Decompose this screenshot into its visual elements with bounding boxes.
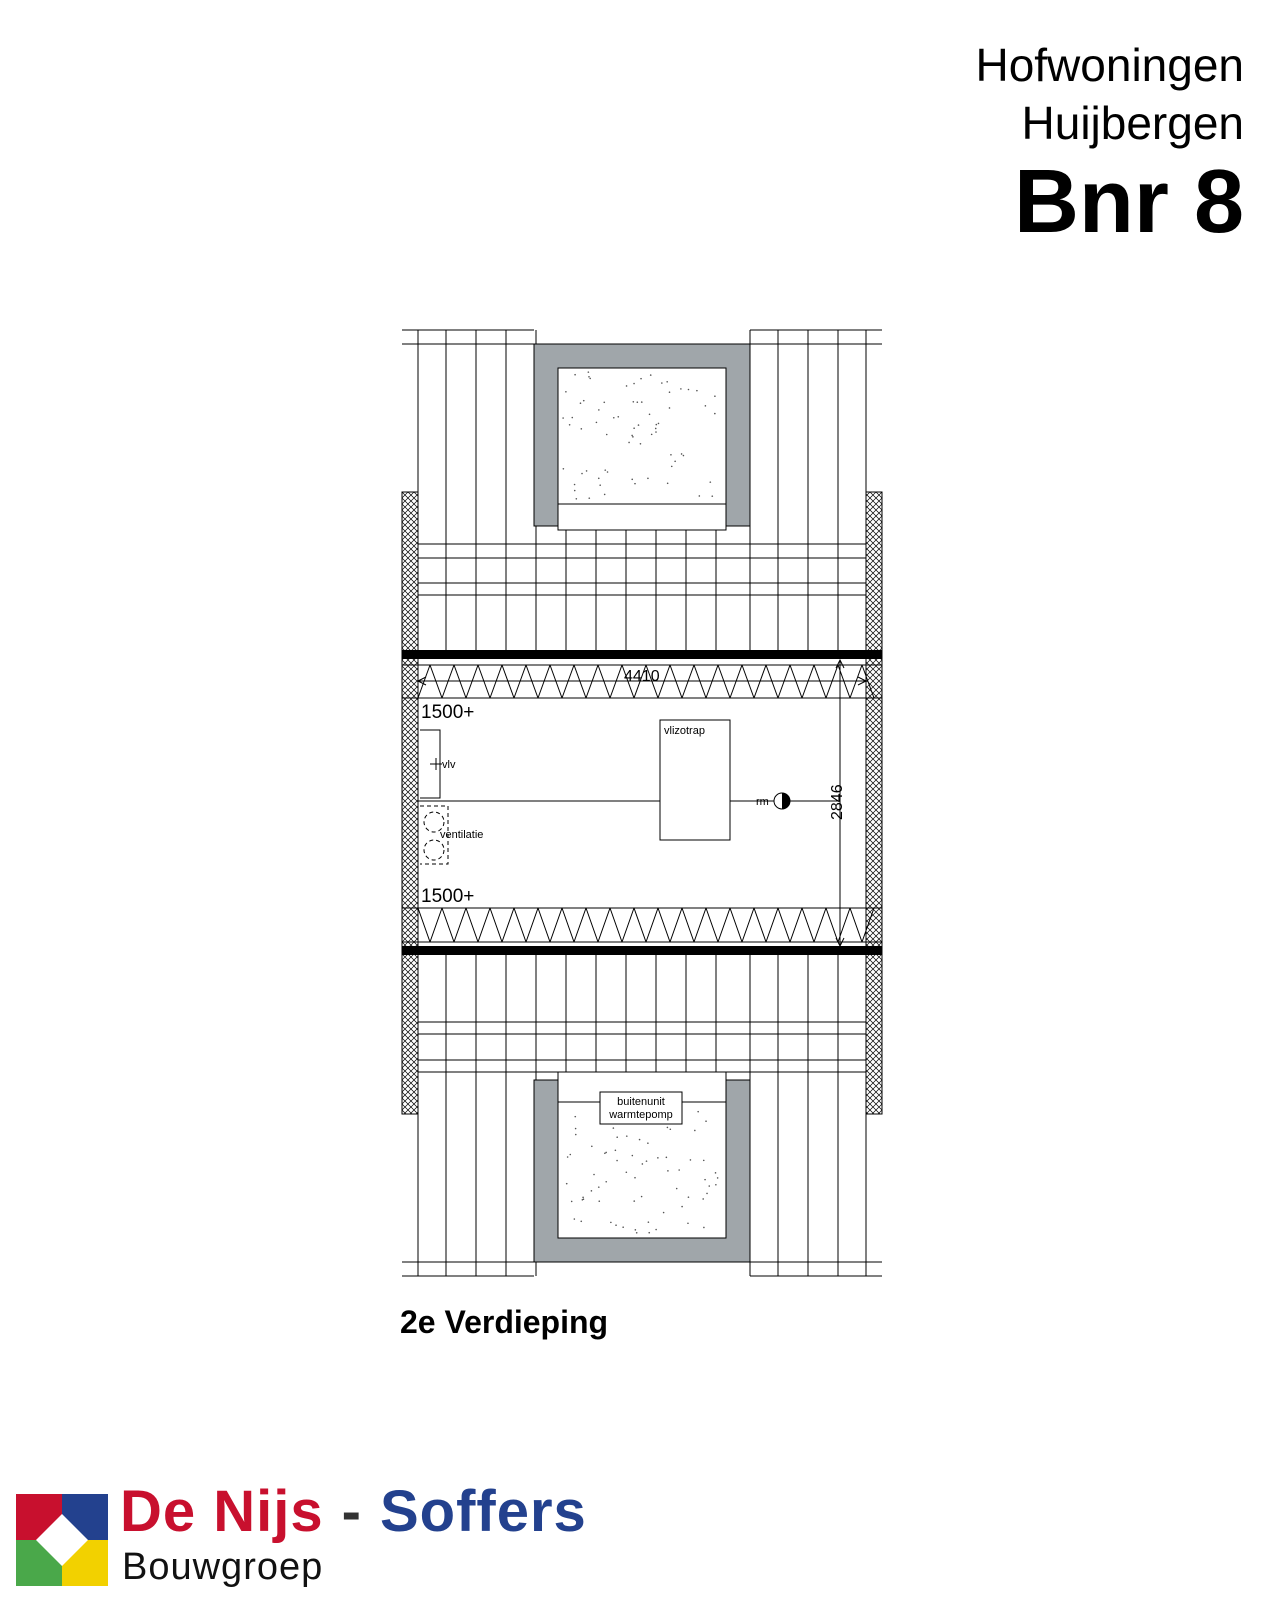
- speckle-dot: [637, 401, 639, 403]
- speckle-dot: [605, 1152, 607, 1154]
- beam-top: [402, 650, 882, 659]
- speckle-dot: [563, 468, 565, 470]
- side-wall-right: [866, 492, 882, 1114]
- speckle-dot: [613, 417, 615, 419]
- truss-web: [526, 908, 538, 942]
- speckle-dot: [667, 1127, 669, 1129]
- speckle-dot: [647, 478, 649, 480]
- speckle-dot: [708, 1185, 710, 1187]
- truss-web: [790, 908, 802, 942]
- speckle-dot: [598, 409, 600, 411]
- speckle-dot: [588, 371, 590, 373]
- speckle-dot: [632, 1155, 634, 1157]
- room-outline: [402, 698, 882, 908]
- speckle-dot: [574, 374, 576, 376]
- speckle-dot: [655, 428, 657, 430]
- speckle-dot: [703, 1227, 705, 1229]
- speckle-dot: [696, 390, 698, 392]
- speckle-dot: [669, 407, 671, 409]
- truss-web: [598, 908, 610, 942]
- speckle-dot: [636, 1232, 638, 1234]
- speckle-dot: [648, 1221, 650, 1223]
- ventilation-label: ventilatie: [440, 829, 484, 841]
- speckle-dot: [598, 1186, 600, 1188]
- dimension-depth-label: 2846: [829, 784, 846, 820]
- smoke-detector-symbol: [774, 793, 790, 809]
- speckle-dot: [580, 1220, 582, 1222]
- speckle-dot: [569, 1154, 571, 1156]
- speckle-dot: [661, 382, 663, 384]
- speckle-dot: [671, 466, 673, 468]
- speckle-dot: [688, 389, 690, 391]
- speckle-dot: [581, 473, 583, 475]
- truss-web: [502, 908, 514, 942]
- speckle-dot: [574, 1218, 576, 1220]
- speckle-dot: [574, 1116, 576, 1118]
- company-subtitle: Bouwgroep: [122, 1546, 324, 1588]
- speckle-dot: [626, 1135, 628, 1137]
- speckle-dot: [705, 405, 707, 407]
- truss-web: [622, 908, 634, 942]
- speckle-dot: [666, 1157, 668, 1159]
- speckle-dot: [702, 1198, 704, 1200]
- speckle-dot: [606, 434, 608, 436]
- speckle-dot: [647, 1142, 649, 1144]
- truss-web: [766, 908, 778, 942]
- company-logo: [16, 1479, 676, 1594]
- speckle-dot: [604, 1152, 606, 1154]
- speckle-dot: [667, 1170, 669, 1172]
- kvlv-symbol: [420, 730, 442, 798]
- speckle-dot: [669, 391, 671, 393]
- speckle-dot: [642, 1163, 644, 1165]
- speckle-dot: [628, 442, 630, 444]
- speckle-dot: [632, 436, 634, 438]
- speckle-dot: [641, 1196, 643, 1198]
- speckle-dot: [634, 483, 636, 485]
- speckle-dot: [591, 1190, 593, 1192]
- speckle-dot: [588, 497, 590, 499]
- speckle-dot: [657, 1157, 659, 1159]
- speckle-dot: [605, 1181, 607, 1183]
- truss-web: [850, 908, 862, 942]
- speckle-dot: [593, 1174, 595, 1176]
- truss-web: [826, 908, 838, 942]
- speckle-dot: [714, 413, 716, 415]
- speckle-dot: [583, 1198, 585, 1200]
- speckle-dot: [688, 1196, 690, 1198]
- speckle-dot: [640, 378, 642, 380]
- company-name-part2: Soffers: [379, 1479, 587, 1544]
- truss-web: [718, 908, 730, 942]
- company-name-separator: -: [341, 1479, 362, 1544]
- truss-web: [802, 908, 814, 942]
- company-name-part1: De Nijs: [120, 1479, 324, 1544]
- truss-web: [418, 908, 430, 942]
- speckle-dot: [631, 435, 633, 437]
- speckle-dot: [709, 481, 711, 483]
- speckle-dot: [575, 1128, 577, 1130]
- speckle-dot: [697, 1111, 699, 1113]
- speckle-dot: [598, 1200, 600, 1202]
- attic-hatch: [660, 720, 730, 840]
- speckle-dot: [596, 422, 598, 424]
- speckle-dot: [694, 1130, 696, 1132]
- speckle-dot: [603, 401, 605, 403]
- truss-web: [430, 908, 442, 942]
- truss-web: [706, 908, 718, 942]
- speckle-dot: [715, 1172, 717, 1174]
- company-name: [120, 1478, 587, 1545]
- speckle-dot: [634, 1177, 636, 1179]
- truss-web: [466, 908, 478, 942]
- speckle-dot: [639, 1139, 641, 1141]
- speckle-dot: [640, 443, 642, 445]
- truss-web: [754, 908, 766, 942]
- speckle-dot: [626, 1171, 628, 1173]
- side-wall-left: [402, 492, 418, 1114]
- smoke-detector-label: rm: [756, 796, 769, 808]
- speckle-dot: [706, 1193, 708, 1195]
- truss-web: [514, 908, 526, 942]
- speckle-dot: [690, 1159, 692, 1161]
- truss-web: [658, 908, 670, 942]
- truss-web: [742, 908, 754, 942]
- speckle-dot: [655, 431, 657, 433]
- speckle-dot: [670, 454, 672, 456]
- beam-bottom: [402, 946, 882, 955]
- speckle-dot: [638, 424, 640, 426]
- truss-web: [694, 908, 706, 942]
- speckle-dot: [613, 1127, 615, 1129]
- speckle-dot: [571, 417, 573, 419]
- speckle-dot: [586, 470, 588, 472]
- truss-web: [490, 908, 502, 942]
- speckle-dot: [670, 1128, 672, 1130]
- speckle-dot: [666, 381, 668, 383]
- speckle-dot: [569, 424, 571, 426]
- speckle-dot: [622, 1226, 624, 1228]
- speckle-dot: [715, 1184, 717, 1186]
- floor-label: 2e Verdieping: [400, 1304, 609, 1340]
- speckle-dot: [714, 395, 716, 397]
- speckle-dot: [651, 434, 653, 436]
- speckle-dot: [663, 1212, 665, 1214]
- truss-web: [550, 908, 562, 942]
- height-label-bottom: 1500+: [421, 886, 475, 907]
- dormer-top: [534, 344, 750, 530]
- speckle-dot: [615, 1149, 617, 1151]
- speckle-dot: [667, 483, 669, 485]
- speckle-dot: [604, 469, 606, 471]
- speckle-dot: [631, 479, 633, 481]
- truss-web: [730, 908, 742, 942]
- truss-web: [634, 908, 646, 942]
- speckle-dot: [711, 495, 713, 497]
- speckle-dot: [704, 1179, 706, 1181]
- speckle-dot: [567, 1156, 569, 1158]
- speckle-dot: [633, 1200, 635, 1202]
- project-name: Hofwoningen: [975, 39, 1244, 91]
- speckle-dot: [683, 455, 685, 457]
- speckle-dot: [616, 1160, 618, 1162]
- speckle-dot: [591, 1146, 593, 1148]
- speckle-dot: [699, 495, 701, 497]
- speckle-dot: [646, 1160, 648, 1162]
- dimension-width-label: 4410: [624, 668, 660, 685]
- truss-web: [538, 908, 550, 942]
- outdoor-unit-label-2: warmtepomp: [609, 1109, 673, 1121]
- speckle-dot: [583, 400, 585, 402]
- speckle-dot: [678, 1169, 680, 1171]
- speckle-dot: [607, 471, 609, 473]
- truss-web: [478, 908, 490, 942]
- speckle-dot: [650, 374, 652, 376]
- speckle-dot: [626, 385, 628, 387]
- project-location: Huijbergen: [1021, 97, 1244, 149]
- speckle-dot: [633, 383, 635, 385]
- truss-web: [814, 908, 826, 942]
- speckle-dot: [658, 423, 660, 425]
- speckle-dot: [633, 401, 635, 403]
- height-label-top: 1500+: [421, 702, 475, 723]
- speckle-dot: [565, 391, 567, 393]
- speckle-dot: [680, 388, 682, 390]
- speckle-dot: [641, 401, 643, 403]
- speckle-dot: [610, 1222, 612, 1224]
- speckle-dot: [589, 378, 591, 380]
- truss-web: [670, 908, 682, 942]
- speckle-dot: [604, 494, 606, 496]
- speckle-dot: [616, 1136, 618, 1138]
- truss-web: [682, 908, 694, 942]
- speckle-dot: [580, 402, 582, 404]
- speckle-dot: [574, 484, 576, 486]
- kvlv-label: vlv: [442, 759, 456, 771]
- speckle-dot: [674, 461, 676, 463]
- truss-web: [610, 908, 622, 942]
- logo-mark-icon: [16, 1494, 108, 1590]
- speckle-dot: [633, 427, 635, 429]
- speckle-dot: [599, 484, 601, 486]
- speckle-dot: [598, 478, 600, 480]
- speckle-dot: [656, 424, 658, 426]
- speckle-dot: [676, 1188, 678, 1190]
- truss-web: [562, 908, 574, 942]
- speckle-dot: [705, 1120, 707, 1122]
- speckle-dot: [566, 1183, 568, 1185]
- outdoor-unit-label-1: buitenunit: [617, 1096, 665, 1108]
- speckle-dot: [703, 1160, 705, 1162]
- truss-web: [574, 908, 586, 942]
- knee-wall-truss-bottom: [402, 908, 882, 942]
- speckle-dot: [574, 490, 576, 492]
- speckle-dot: [576, 498, 578, 500]
- speckle-dot: [588, 376, 590, 378]
- truss-web: [454, 908, 466, 942]
- speckle-dot: [681, 453, 683, 455]
- speckle-dot: [562, 417, 564, 419]
- speckle-dot: [648, 1232, 650, 1234]
- truss-web: [442, 908, 454, 942]
- speckle-dot: [617, 416, 619, 418]
- truss-web: [778, 908, 790, 942]
- speckle-dot: [615, 1224, 617, 1226]
- speckle-dot: [575, 1134, 577, 1136]
- speckle-dot: [581, 428, 583, 430]
- truss-web: [646, 908, 658, 942]
- attic-hatch-label: vlizotrap: [664, 725, 705, 737]
- speckle-dot: [582, 1197, 584, 1199]
- speckle-dot: [571, 1201, 573, 1203]
- speckle-dot: [681, 1206, 683, 1208]
- speckle-dot: [687, 1222, 689, 1224]
- speckle-dot: [655, 1229, 657, 1231]
- speckle-dot: [717, 1177, 719, 1179]
- truss-web: [586, 908, 598, 942]
- speckle-dot: [649, 413, 651, 415]
- speckle-dot: [635, 1229, 637, 1231]
- building-number: Bnr 8: [1013, 152, 1244, 252]
